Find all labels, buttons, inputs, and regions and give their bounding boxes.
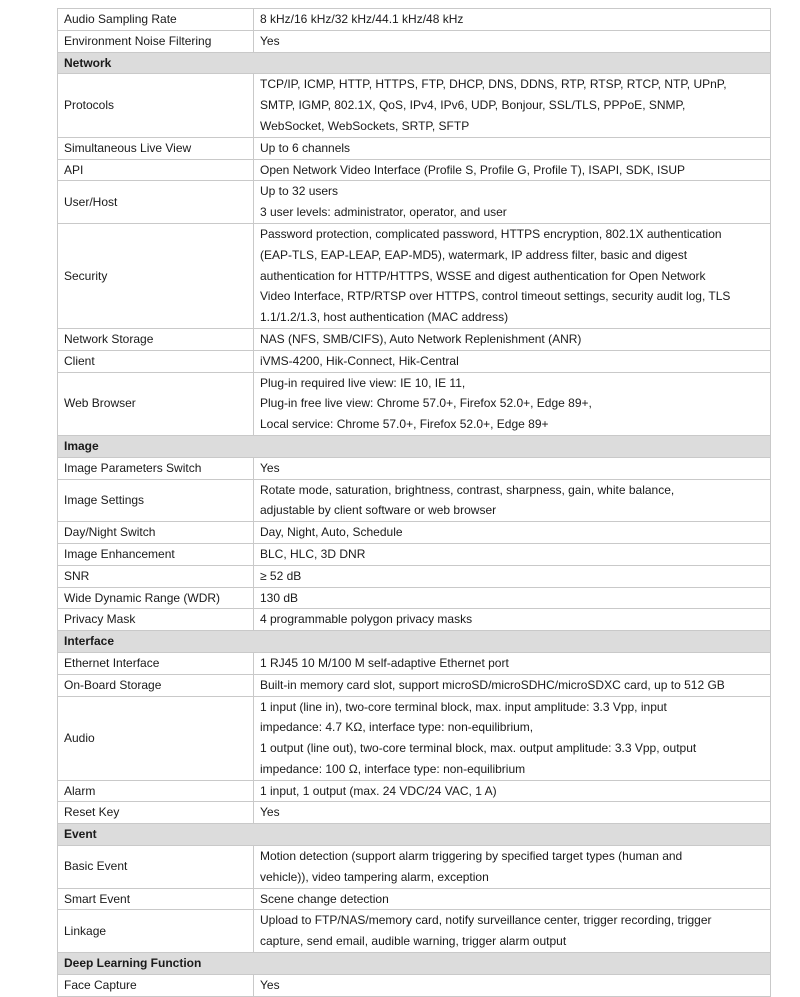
spec-value bbox=[254, 522, 771, 544]
spec-value bbox=[254, 910, 771, 953]
spec-label: Image Settings bbox=[58, 479, 254, 522]
section-header bbox=[58, 824, 771, 846]
spec-value bbox=[254, 846, 771, 889]
spec-value bbox=[254, 696, 771, 780]
section-header bbox=[58, 631, 771, 653]
spec-label: Smart Event bbox=[58, 888, 254, 910]
spec-row bbox=[58, 457, 771, 479]
spec-label: Environment Noise Filtering bbox=[58, 30, 254, 52]
spec-row bbox=[58, 587, 771, 609]
spec-value bbox=[254, 328, 771, 350]
spec-value-line: Plug-in required live view: IE 10, IE 11, bbox=[260, 375, 466, 390]
spec-table-body bbox=[58, 9, 771, 997]
spec-label: Ethernet Interface bbox=[58, 652, 254, 674]
spec-row bbox=[58, 74, 771, 137]
spec-value-line: Upload to FTP/NAS/memory card, notify surveillance center, trigger recording, trigger bbox=[260, 913, 712, 928]
spec-value-line: TCP/IP, ICMP, HTTP, HTTPS, FTP, DHCP, DNS, DDNS, RTP, RTSP, RTCP, NTP, UPnP, bbox=[260, 77, 727, 92]
spec-value-line: 1 output (line out), two-core terminal block, max. output amplitude: 3.3 Vpp, output bbox=[260, 741, 697, 756]
spec-label: Reset Key bbox=[58, 802, 254, 824]
spec-value bbox=[254, 543, 771, 565]
spec-label: Image Enhancement bbox=[58, 543, 254, 565]
spec-value-line: Up to 6 channels bbox=[260, 140, 351, 155]
spec-value bbox=[254, 350, 771, 372]
spec-value bbox=[254, 159, 771, 181]
spec-value-line: capture, send email, audible warning, trigger alarm output bbox=[260, 934, 567, 949]
spec-value-line: Up to 32 users bbox=[260, 184, 339, 199]
spec-value-line: iVMS-4200, Hik-Connect, Hik-Central bbox=[260, 353, 459, 368]
spec-label: API bbox=[58, 159, 254, 181]
spec-value-line: Local service: Chrome 57.0+, Firefox 52.0+, Edge 89+ bbox=[260, 417, 549, 432]
spec-row bbox=[58, 565, 771, 587]
spec-value-line: vehicle)), video tampering alarm, exception bbox=[260, 869, 489, 884]
spec-table bbox=[57, 8, 771, 997]
spec-value-line: impedance: 4.7 KΩ, interface type: non-equilibrium, bbox=[260, 720, 534, 735]
spec-label: Privacy Mask bbox=[58, 609, 254, 631]
section-title: Image bbox=[58, 435, 771, 457]
spec-row bbox=[58, 159, 771, 181]
section-header bbox=[58, 953, 771, 975]
spec-value-line: 8 kHz/16 kHz/32 kHz/44.1 kHz/48 kHz bbox=[260, 12, 464, 26]
spec-row bbox=[58, 802, 771, 824]
spec-row bbox=[58, 696, 771, 780]
section-header bbox=[58, 435, 771, 457]
spec-value bbox=[254, 137, 771, 159]
spec-label: Network Storage bbox=[58, 328, 254, 350]
spec-value bbox=[254, 609, 771, 631]
section-title: Interface bbox=[58, 631, 771, 653]
section-title: Deep Learning Function bbox=[58, 953, 771, 975]
spec-value-line: NAS (NFS, SMB/CIFS), Auto Network Replenishment (ANR) bbox=[260, 331, 582, 346]
spec-label: User/Host bbox=[58, 181, 254, 224]
spec-row bbox=[58, 372, 771, 435]
spec-row bbox=[58, 328, 771, 350]
spec-value-line: WebSocket, WebSockets, SRTP, SFTP bbox=[260, 118, 470, 133]
spec-label: Face Capture bbox=[58, 974, 254, 996]
spec-row bbox=[58, 479, 771, 522]
spec-row bbox=[58, 522, 771, 544]
spec-value bbox=[254, 802, 771, 824]
spec-label: Web Browser bbox=[58, 372, 254, 435]
spec-row bbox=[58, 652, 771, 674]
spec-value-line: Yes bbox=[260, 460, 280, 475]
spec-label: Audio Sampling Rate bbox=[58, 9, 254, 31]
spec-value bbox=[254, 587, 771, 609]
spec-value-line: 1 input (line in), two-core terminal block, max. input amplitude: 3.3 Vpp, input bbox=[260, 699, 667, 714]
spec-label: Simultaneous Live View bbox=[58, 137, 254, 159]
spec-label: Basic Event bbox=[58, 846, 254, 889]
spec-value bbox=[254, 181, 771, 224]
spec-value-line: impedance: 100 Ω, interface type: non-equilibrium bbox=[260, 761, 526, 776]
spec-row bbox=[58, 888, 771, 910]
spec-value-line: 3 user levels: administrator, operator, and user bbox=[260, 205, 507, 220]
spec-value bbox=[254, 479, 771, 522]
spec-value bbox=[254, 223, 771, 328]
spec-row bbox=[58, 910, 771, 953]
spec-value-line: adjustable by client software or web browser bbox=[260, 503, 497, 518]
spec-row bbox=[58, 609, 771, 631]
section-header bbox=[58, 52, 771, 74]
spec-value-line: Scene change detection bbox=[260, 891, 389, 906]
spec-value-line: 130 dB bbox=[260, 590, 299, 605]
spec-value-line: 1 input, 1 output (max. 24 VDC/24 VAC, 1 A) bbox=[260, 783, 497, 798]
spec-label: Protocols bbox=[58, 74, 254, 137]
spec-value-line: 1 RJ45 10 M/100 M self-adaptive Ethernet port bbox=[260, 655, 509, 670]
spec-row bbox=[58, 674, 771, 696]
spec-label: On-Board Storage bbox=[58, 674, 254, 696]
spec-value-line: Yes bbox=[260, 805, 280, 820]
spec-value-line: Open Network Video Interface (Profile S, Profile G, Profile T), ISAPI, SDK, ISUP bbox=[260, 162, 686, 177]
spec-label: Day/Night Switch bbox=[58, 522, 254, 544]
spec-row bbox=[58, 30, 771, 52]
spec-value-line: Video Interface, RTP/RTSP over HTTPS, control timeout settings, security audit log, TLS bbox=[260, 289, 731, 304]
spec-label: Alarm bbox=[58, 780, 254, 802]
spec-label: Audio bbox=[58, 696, 254, 780]
spec-row bbox=[58, 181, 771, 224]
spec-row bbox=[58, 780, 771, 802]
spec-label: Wide Dynamic Range (WDR) bbox=[58, 587, 254, 609]
spec-row bbox=[58, 350, 771, 372]
spec-value-line: BLC, HLC, 3D DNR bbox=[260, 546, 366, 561]
spec-value bbox=[254, 372, 771, 435]
spec-label: Linkage bbox=[58, 910, 254, 953]
spec-value-line: SMTP, IGMP, 802.1X, QoS, IPv4, IPv6, UDP, Bonjour, SSL/TLS, PPPoE, SNMP, bbox=[260, 98, 686, 113]
spec-value-line: 1.1/1.2/1.3, host authentication (MAC address) bbox=[260, 310, 509, 325]
spec-value-line: authentication for HTTP/HTTPS, WSSE and digest authentication for Open Network bbox=[260, 268, 706, 283]
spec-value-line: Motion detection (support alarm triggering by specified target types (human and bbox=[260, 849, 683, 864]
spec-value bbox=[254, 565, 771, 587]
spec-row bbox=[58, 223, 771, 328]
spec-value bbox=[254, 674, 771, 696]
spec-value-line: Yes bbox=[260, 977, 280, 992]
spec-row bbox=[58, 846, 771, 889]
spec-value bbox=[254, 74, 771, 137]
section-title: Network bbox=[58, 52, 771, 74]
spec-value bbox=[254, 30, 771, 52]
spec-value-line: Plug-in free live view: Chrome 57.0+, Firefox 52.0+, Edge 89+, bbox=[260, 396, 592, 411]
spec-label: Client bbox=[58, 350, 254, 372]
spec-row bbox=[58, 9, 771, 31]
spec-row bbox=[58, 543, 771, 565]
spec-value-line: ≥ 52 dB bbox=[260, 568, 302, 583]
spec-value-line: Day, Night, Auto, Schedule bbox=[260, 525, 403, 540]
spec-value-line: Password protection, complicated password, HTTPS encryption, 802.1X authentication bbox=[260, 226, 722, 241]
spec-value-line: (EAP-TLS, EAP-LEAP, EAP-MD5), watermark, IP address filter, basic and digest bbox=[260, 247, 688, 262]
spec-row bbox=[58, 137, 771, 159]
spec-value bbox=[254, 457, 771, 479]
spec-value-line: Rotate mode, saturation, brightness, contrast, sharpness, gain, white balance, bbox=[260, 482, 675, 497]
spec-value-line: Yes bbox=[260, 33, 280, 48]
spec-label: SNR bbox=[58, 565, 254, 587]
section-title: Event bbox=[58, 824, 771, 846]
spec-value-line: Built-in memory card slot, support microSD/microSDHC/microSDXC card, up to 512 GB bbox=[260, 677, 725, 692]
spec-value bbox=[254, 9, 771, 31]
spec-value-line: 4 programmable polygon privacy masks bbox=[260, 612, 473, 627]
spec-value bbox=[254, 652, 771, 674]
spec-label: Image Parameters Switch bbox=[58, 457, 254, 479]
spec-value bbox=[254, 888, 771, 910]
spec-value bbox=[254, 780, 771, 802]
spec-label: Security bbox=[58, 223, 254, 328]
